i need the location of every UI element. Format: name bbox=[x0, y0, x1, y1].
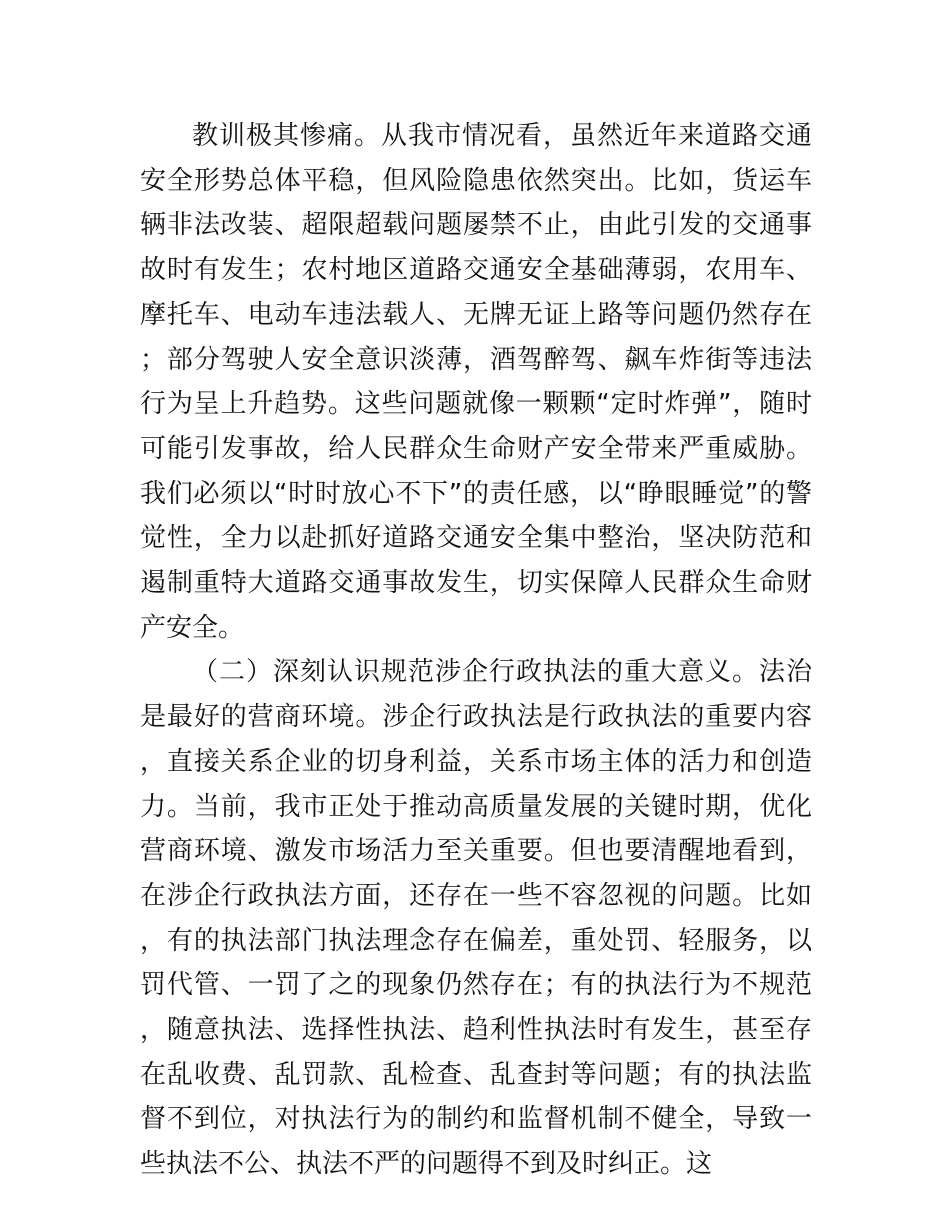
paragraph-enterprise-enforcement: （二）深刻认识规范涉企行政执法的重大意义。法治是最好的营商环境。涉企行政执法是行政执法的重要内容，直接关系企业的切身利益，关系市场主体的活力和创造力。当前，我市正处于推动高质量发展的关键时期，优化营商环境、激发市场活力至关重要。但也要清醒地看到，在涉企行政执法方面，还存在一些不容忽视的问题。比如，有的执法部门执法理念存在偏差，重处罚、轻服务，以罚代管、一罚了之的现象仍然存在；有的执法行为不规范，随意执法、选择性执法、趋利性执法时有发生，甚至存在乱收费、乱罚款、乱检查、乱查封等问题；有的执法监督不到位，对执法行为的制约和监督机制不健全，导致一些执法不公、执法不严的问题得不到及时纠正。这 bbox=[140, 657, 812, 1180]
paragraph-road-safety: 教训极其惨痛。从我市情况看，虽然近年来道路交通安全形势总体平稳，但风险隐患依然突出。比如，货运车辆非法改装、超限超载问题屡禁不止，由此引发的交通事故时有发生；农村地区道路交通安全基础薄弱，农用车、摩托车、电动车违法载人、无牌无证上路等问题仍然存在；部分驾驶人安全意识淡薄，酒驾醉驾、飙车炸街等违法行为呈上升趋势。这些问题就像一颗颗“定时炸弹”，随时可能引发事故，给人民群众生命财产安全带来严重威胁。我们必须以“时时放心不下”的责任感，以“睁眼睡觉”的警觉性，全力以赴抓好道路交通安全集中整治，坚决防范和遏制重特大道路交通事故发生，切实保障人民群众生命财产安全。 bbox=[140, 121, 812, 643]
document-body bbox=[140, 114, 812, 1187]
